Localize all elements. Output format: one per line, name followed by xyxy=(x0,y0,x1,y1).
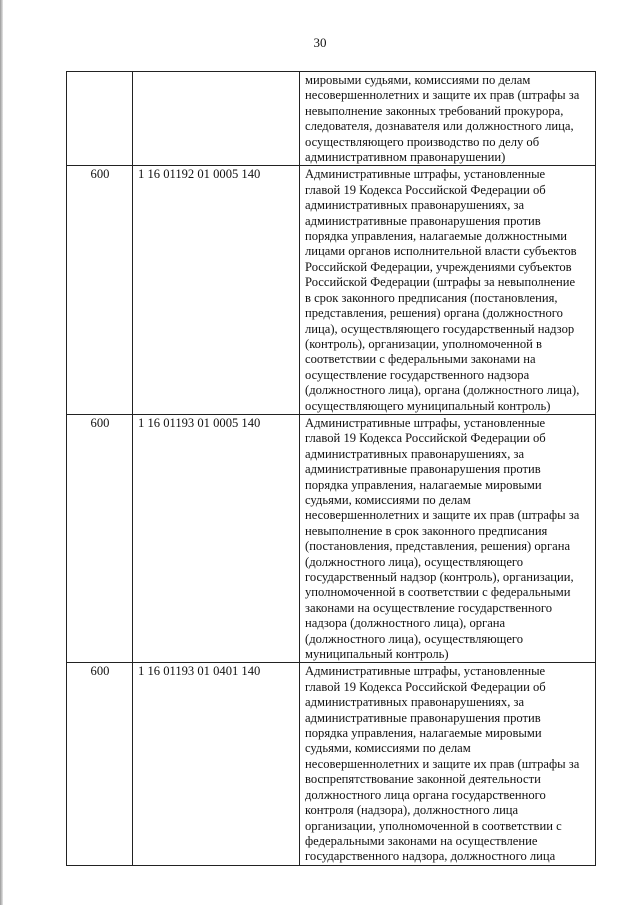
description-line: судьями, комиссиями по делам xyxy=(305,741,471,756)
table-row xyxy=(67,72,596,166)
description-line: Российской Федерации (штрафы за невыполнение xyxy=(305,275,576,290)
description-line: представления, решения) органа (должностного xyxy=(305,306,563,321)
description-line: государственный надзор (контроль), организации, xyxy=(305,570,574,584)
description-line: Российской Федерации, учреждениями субъектов xyxy=(305,259,572,274)
description-line: административные правонарушения против xyxy=(305,710,541,725)
description-line: административных правонарушениях, за xyxy=(305,446,525,461)
description-line: законами на осуществление государственного xyxy=(305,600,553,615)
description-line: осуществляющего производство по делу об xyxy=(305,134,540,149)
scan-edge xyxy=(0,0,3,905)
description-line: осуществляющего муниципальный контроль) xyxy=(305,398,551,413)
description-line: административных правонарушениях, за xyxy=(305,695,525,710)
description-line: (должностного лица), органа (должностного лица), xyxy=(305,383,580,398)
table-row xyxy=(67,414,596,663)
kbk-code-cell xyxy=(133,72,300,166)
kbk-code-cell: 1 16 01193 01 0401 140 xyxy=(133,663,300,865)
description-line: несовершеннолетних и защите их прав (штрафы за xyxy=(305,756,580,771)
description-line: Административные штрафы, установленные xyxy=(305,664,546,679)
description-line: порядка управления, налагаемые должностными xyxy=(305,229,568,244)
description-line: порядка управления, налагаемые мировыми xyxy=(305,477,542,492)
description-line: лица), осуществляющего государственный надзор xyxy=(305,321,575,336)
description-line: лицами органов исполнительной власти субъектов xyxy=(305,244,577,259)
description-line: контроля (надзора), должностного лица xyxy=(305,803,519,818)
description-line: невыполнение в срок законного предписания xyxy=(305,523,548,538)
description-line: Административные штрафы, установленные xyxy=(305,415,546,430)
description-line: организации, уполномоченной в соответствии с xyxy=(305,818,562,833)
description-line: Административные штрафы, установленные xyxy=(305,167,546,182)
admin-code-cell: 600 xyxy=(67,414,133,663)
description-cell xyxy=(300,663,596,865)
description-line: главой 19 Кодекса Российской Федерации об xyxy=(305,182,546,197)
page-number: 30 xyxy=(313,35,327,50)
description-line: судьями, комиссиями по делам xyxy=(305,492,471,507)
admin-code-cell: 600 xyxy=(67,663,133,865)
description-line: федеральными законами на осуществление xyxy=(305,833,538,848)
kbk-code-cell: 1 16 01192 01 0005 140 xyxy=(133,166,300,415)
description-line: административные правонарушения против xyxy=(305,462,541,477)
description-line: соответствии с федеральными законами на xyxy=(305,352,536,367)
description-line: государственного надзора, должностного лица xyxy=(305,849,556,864)
budget-codes-table xyxy=(66,71,596,866)
table-row xyxy=(67,166,596,415)
description-line: уполномоченной в соответствии с федеральными xyxy=(305,585,571,600)
description-line: надзора (должностного лица), органа xyxy=(305,616,506,631)
description-line: муниципальный контроль) xyxy=(305,647,449,662)
description-cell xyxy=(300,166,596,415)
description-line: мировыми судьями, комиссиями по делам xyxy=(305,73,531,87)
description-line: (контроль), организации, уполномоченной в xyxy=(305,336,542,351)
description-line: несовершеннолетних и защите их прав (штрафы за xyxy=(305,88,580,103)
kbk-code-cell: 1 16 01193 01 0005 140 xyxy=(133,414,300,663)
description-line: (должностного лица), осуществляющего xyxy=(305,631,524,646)
description-line: административном правонарушении) xyxy=(305,150,506,165)
table-row xyxy=(67,663,596,865)
description-line: в срок законного предписания (постановления, xyxy=(305,290,558,305)
description-line: административных правонарушениях, за xyxy=(305,198,525,213)
admin-code-cell: 600 xyxy=(67,166,133,415)
description-line: главой 19 Кодекса Российской Федерации об xyxy=(305,679,546,694)
description-line: невыполнение законных требований прокурора, xyxy=(305,103,564,118)
description-line: главой 19 Кодекса Российской Федерации об xyxy=(305,431,546,446)
description-cell xyxy=(300,414,596,663)
description-line: административные правонарушения против xyxy=(305,213,541,228)
description-line: (постановления, представления, решения) органа xyxy=(305,539,571,554)
description-line: (должностного лица), осуществляющего xyxy=(305,554,524,569)
description-line: осуществление государственного надзора xyxy=(305,367,530,382)
description-line: воспрепятствование законной деятельности xyxy=(305,772,541,787)
admin-code-cell xyxy=(67,72,133,166)
description-cell xyxy=(300,72,596,166)
description-line: несовершеннолетних и защите их прав (штрафы за xyxy=(305,508,580,523)
description-line: порядка управления, налагаемые мировыми xyxy=(305,726,542,741)
description-line: должностного лица органа государственного xyxy=(305,787,546,802)
description-line: следователя, дознавателя или должностного лица, xyxy=(305,119,574,134)
